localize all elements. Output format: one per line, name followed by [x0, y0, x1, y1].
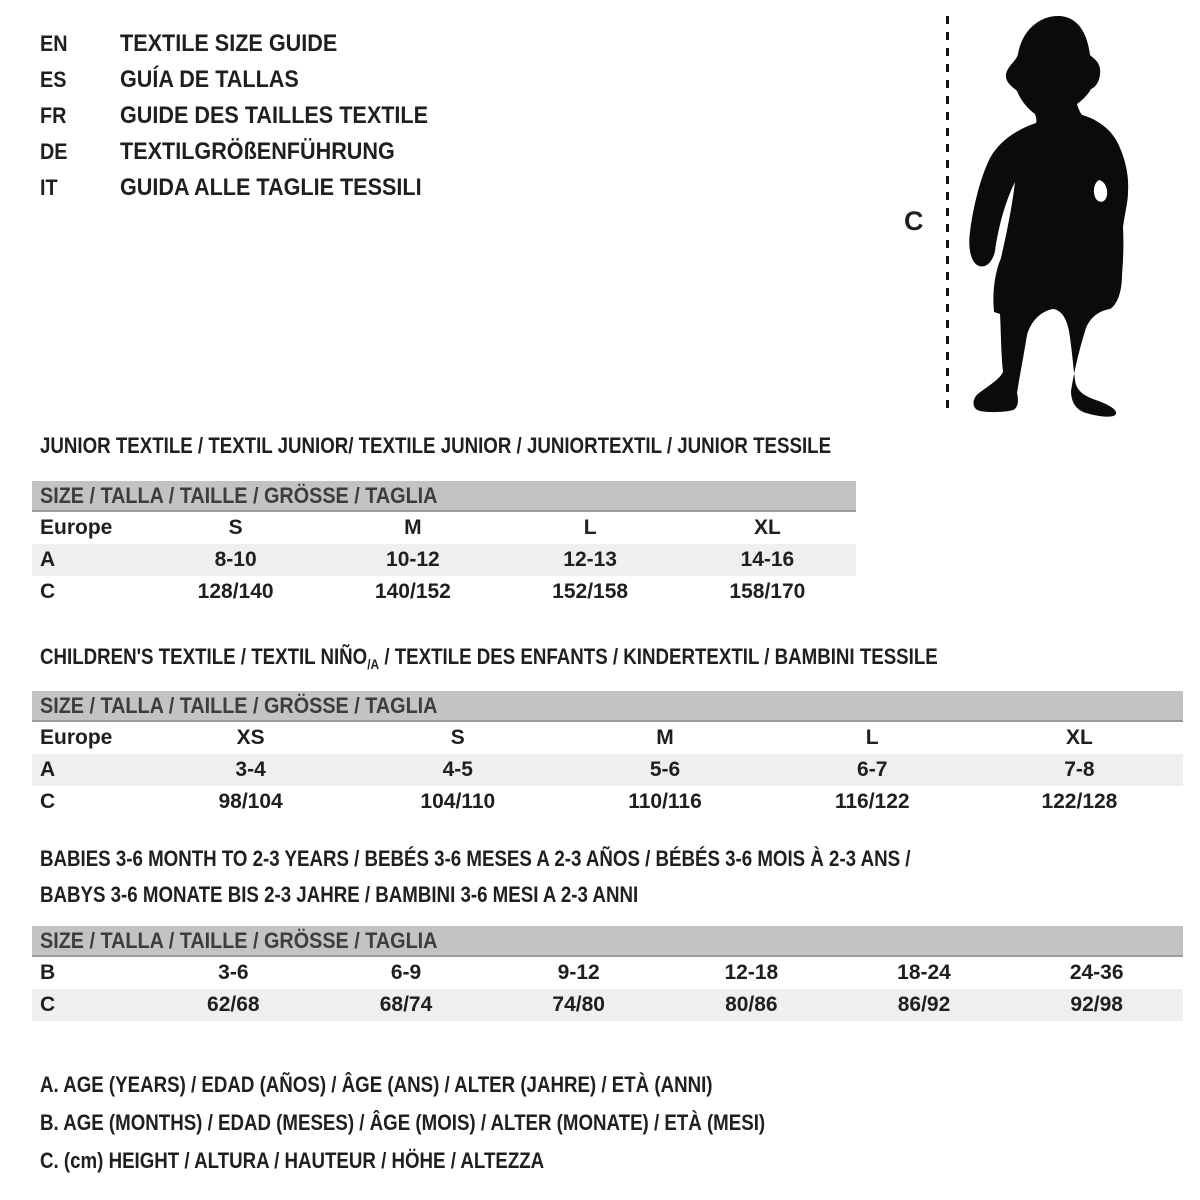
babies-section-heading-line2: BABYS 3-6 MONATE BIS 2-3 JAHRE / BAMBINI 3-6 MESI A 2-3 ANNI: [40, 882, 639, 907]
height-cell: 74/80: [552, 993, 605, 1016]
lang-code: IT: [40, 175, 58, 200]
guide-title: GUIDE DES TAILLES TEXTILE: [120, 102, 429, 129]
height-cell: 122/128: [1041, 790, 1118, 813]
guide-title: GUIDA ALLE TAGLIE TESSILI: [120, 174, 422, 201]
junior-section-heading: JUNIOR TEXTILE / TEXTIL JUNIOR/ TEXTILE JUNIOR / JUNIORTEXTIL / JUNIOR TESSILE: [40, 433, 832, 458]
size-cell: M: [656, 726, 674, 749]
babies-size-table: [32, 957, 1183, 1021]
legend-footnotes: [40, 1066, 893, 1180]
height-cell: 104/110: [420, 790, 496, 813]
size-cell: M: [404, 516, 422, 539]
guide-title: TEXTILGRÖßENFÜHRUNG: [120, 138, 395, 165]
size-cell: XS: [236, 726, 265, 749]
lang-row-es: [40, 62, 462, 98]
lang-row-fr: [40, 98, 462, 134]
table-row: [32, 754, 1183, 786]
language-title-list: [40, 26, 462, 206]
babies-size-header-bar: SIZE / TALLA / TAILLE / GRÖSSE / TAGLIA: [32, 926, 1183, 957]
junior-size-table: [32, 512, 856, 608]
row-label: B: [40, 961, 56, 984]
row-label: C: [40, 580, 56, 603]
height-cell: 128/140: [197, 580, 274, 603]
size-cell: XL: [753, 516, 781, 539]
row-label: A: [40, 758, 56, 781]
lang-code: DE: [40, 139, 68, 164]
footnote-age-months: B. AGE (MONTHS) / EDAD (MESES) / ÂGE (MOIS) / ALTER (MONATE) / ETÀ (MESI): [40, 1110, 766, 1135]
lang-code: ES: [40, 67, 67, 92]
row-label: Europe: [40, 726, 113, 749]
lang-row-de: [40, 134, 462, 170]
row-label: A: [40, 548, 56, 571]
table-row: [32, 576, 856, 608]
age-cell: 6-9: [390, 961, 422, 984]
height-cell: 98/104: [218, 790, 283, 813]
row-label: C: [40, 993, 56, 1016]
footnote-age-years: A. AGE (YEARS) / EDAD (AÑOS) / ÂGE (ANS) / ALTER (JAHRE) / ETÀ (ANNI): [40, 1072, 713, 1097]
children-section-heading: CHILDREN'S TEXTILE / TEXTIL $NIÑO_{/A}$ / TEXTILE DES ENFANTS / KINDERTEXTIL / BAMBINI TESSILE: [40, 644, 938, 672]
age-cell: 4-5: [442, 758, 473, 781]
lang-code: EN: [40, 31, 68, 56]
age-cell: 9-12: [557, 961, 600, 984]
height-cell: 68/74: [379, 993, 433, 1016]
height-cell: 158/170: [729, 580, 806, 603]
junior-size-header-bar: SIZE / TALLA / TAILLE / GRÖSSE / TAGLIA: [32, 481, 856, 512]
table-row: [32, 722, 1183, 754]
age-cell: 8-10: [214, 548, 257, 571]
table-row: [32, 957, 1183, 989]
age-cell: 6-7: [857, 758, 888, 781]
height-cell: 80/86: [725, 993, 778, 1016]
row-label: Europe: [40, 516, 113, 539]
age-cell: 3-6: [218, 961, 249, 984]
guide-title: TEXTILE SIZE GUIDE: [120, 30, 338, 57]
size-cell: S: [228, 516, 243, 539]
age-cell: 14-16: [740, 548, 795, 571]
row-label: C: [40, 790, 56, 813]
heading-subscript: /A: [367, 656, 380, 672]
children-size-table: [32, 722, 1183, 818]
height-cell: 110/116: [628, 790, 702, 813]
table-row: [32, 989, 1183, 1021]
height-measure-dashed-line: [946, 16, 949, 416]
guide-title: GUÍA DE TALLAS: [120, 66, 299, 93]
lang-row-en: [40, 26, 462, 62]
size-cell: XL: [1065, 726, 1093, 749]
size-cell: S: [450, 726, 465, 749]
toddler-silhouette-icon: [960, 12, 1140, 422]
height-cell: 92/98: [1070, 993, 1123, 1016]
table-row: [32, 512, 856, 544]
size-cell: L: [583, 516, 597, 539]
age-cell: 24-36: [1069, 961, 1124, 984]
height-cell: 140/152: [374, 580, 451, 603]
age-cell: 12-18: [724, 961, 779, 984]
table-row: [32, 786, 1183, 818]
babies-section-heading-line1: BABIES 3-6 MONTH TO 2-3 YEARS / BEBÉS 3-6 MESES A 2-3 AÑOS / BÉBÉS 3-6 MOIS À 2-3 ANS /: [40, 846, 911, 871]
age-cell: 3-4: [235, 758, 266, 781]
height-cell: 62/68: [207, 993, 260, 1016]
age-cell: 18-24: [897, 961, 951, 984]
age-cell: 10-12: [386, 548, 440, 571]
lang-row-it: [40, 170, 462, 206]
footnote-height-cm: C. (cm) HEIGHT / ALTURA / HAUTEUR / HÖHE / ALTEZZA: [40, 1148, 545, 1173]
age-cell: 5-6: [649, 758, 681, 781]
size-cell: L: [865, 726, 879, 749]
lang-code: FR: [40, 103, 67, 128]
children-size-header-bar: SIZE / TALLA / TAILLE / GRÖSSE / TAGLIA: [32, 691, 1183, 722]
height-measure-label: C: [904, 206, 924, 236]
age-cell: 12-13: [563, 548, 617, 571]
height-cell: 86/92: [897, 993, 951, 1016]
height-cell: 116/122: [834, 790, 910, 813]
age-cell: 7-8: [1064, 758, 1095, 781]
height-cell: 152/158: [552, 580, 629, 603]
table-row: [32, 544, 856, 576]
